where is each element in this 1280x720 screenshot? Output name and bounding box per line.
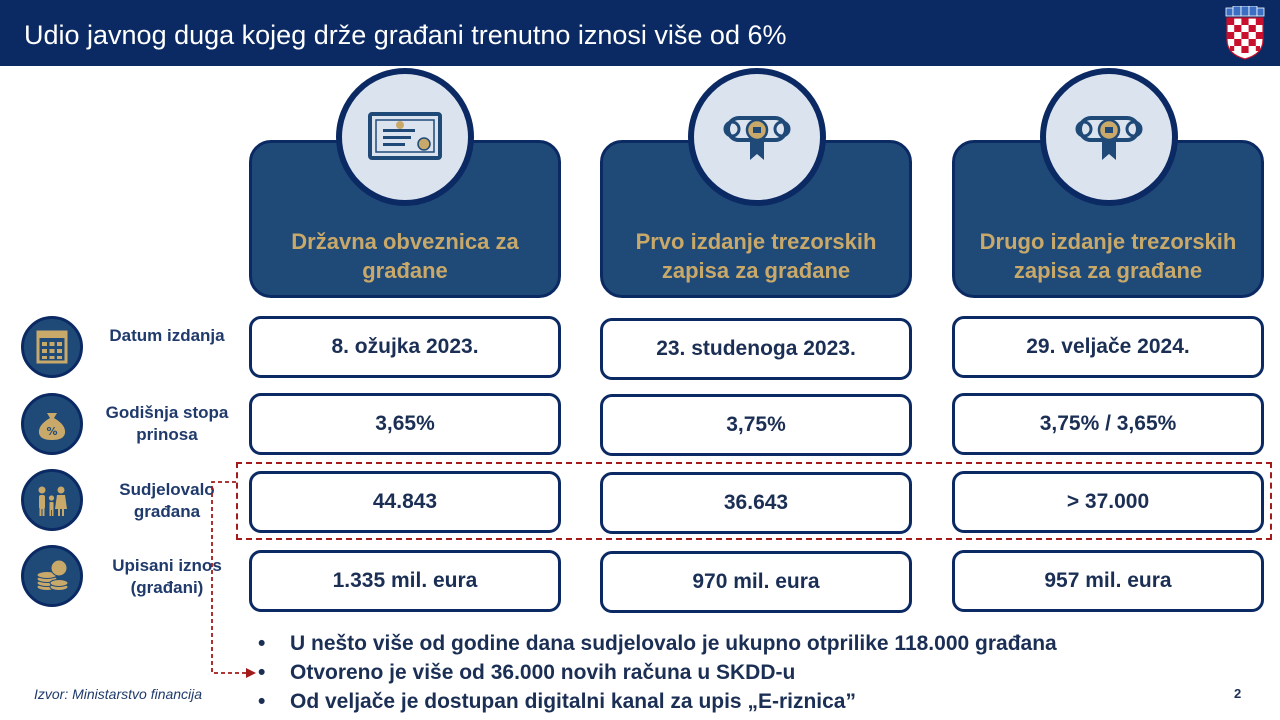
family-icon — [33, 481, 71, 519]
value-amount-bond: 1.335 mil. eura — [249, 550, 561, 612]
row-icon-participants — [21, 469, 83, 531]
calendar-icon — [33, 328, 71, 366]
bullet-item: • U nešto više od godine dana sudjelovalo je ukupno otprilike 118.000 građana — [258, 629, 1057, 658]
page-number: 2 — [1234, 686, 1242, 701]
column-title: Drugo izdanje trezorskih zapisa za građane — [979, 229, 1237, 283]
croatian-coat-of-arms-icon — [1224, 6, 1266, 60]
value-amount-treasury-2: 957 mil. eura — [952, 550, 1264, 612]
column-title: Prvo izdanje trezorskih zapisa za građane — [635, 229, 877, 283]
header-bar — [0, 0, 1280, 66]
value-rate-treasury-2: 3,75% / 3,65% — [952, 393, 1264, 455]
bond-certificate-icon — [366, 98, 444, 176]
row-label-amount: Upisani iznos (građani) — [112, 556, 222, 597]
bullet-item: • Od veljače je dostupan digitalni kanal za upis „E-riznica” — [258, 687, 1057, 716]
value-rate-treasury-1: 3,75% — [600, 394, 912, 456]
value-date-treasury-2: 29. veljače 2024. — [952, 316, 1264, 378]
row-label-participants: Sudjelovalo građana — [119, 480, 215, 521]
treasury-circle-2 — [1040, 68, 1178, 206]
slide-title: Udio javnog duga kojeg drže građani trenutno iznosi više od 6% — [24, 20, 787, 50]
source-note: Izvor: Ministarstvo financija — [34, 686, 203, 702]
percent-bag-icon — [33, 405, 71, 443]
coins-icon — [33, 557, 71, 595]
value-amount-treasury-1: 970 mil. eura — [600, 551, 912, 613]
row-icon-date — [21, 316, 83, 378]
value-participants-treasury-2: > 37.000 — [952, 471, 1264, 533]
row-label-date: Datum izdanja — [109, 326, 225, 345]
value-date-bond: 8. ožujka 2023. — [249, 316, 561, 378]
value-participants-treasury-1: 36.643 — [600, 472, 912, 534]
row-label-rate: Godišnja stopa prinosa — [105, 403, 229, 444]
bullet-item: • Otvoreno je više od 36.000 novih računa u SKDD-u — [258, 658, 1057, 687]
treasury-circle-1 — [688, 68, 826, 206]
scroll-diploma-icon — [1070, 98, 1148, 176]
value-participants-bond: 44.843 — [249, 471, 561, 533]
column-title: Državna obveznica za građane — [291, 229, 519, 283]
row-icon-rate — [21, 393, 83, 455]
svg-text:%: % — [46, 425, 58, 438]
participants-highlight-box — [236, 462, 1272, 540]
value-rate-bond: 3,65% — [249, 393, 561, 455]
bond-circle — [336, 68, 474, 206]
scroll-diploma-icon — [718, 98, 796, 176]
summary-bullet-list — [258, 629, 1057, 716]
value-date-treasury-1: 23. studenoga 2023. — [600, 318, 912, 380]
row-icon-amount — [21, 545, 83, 607]
